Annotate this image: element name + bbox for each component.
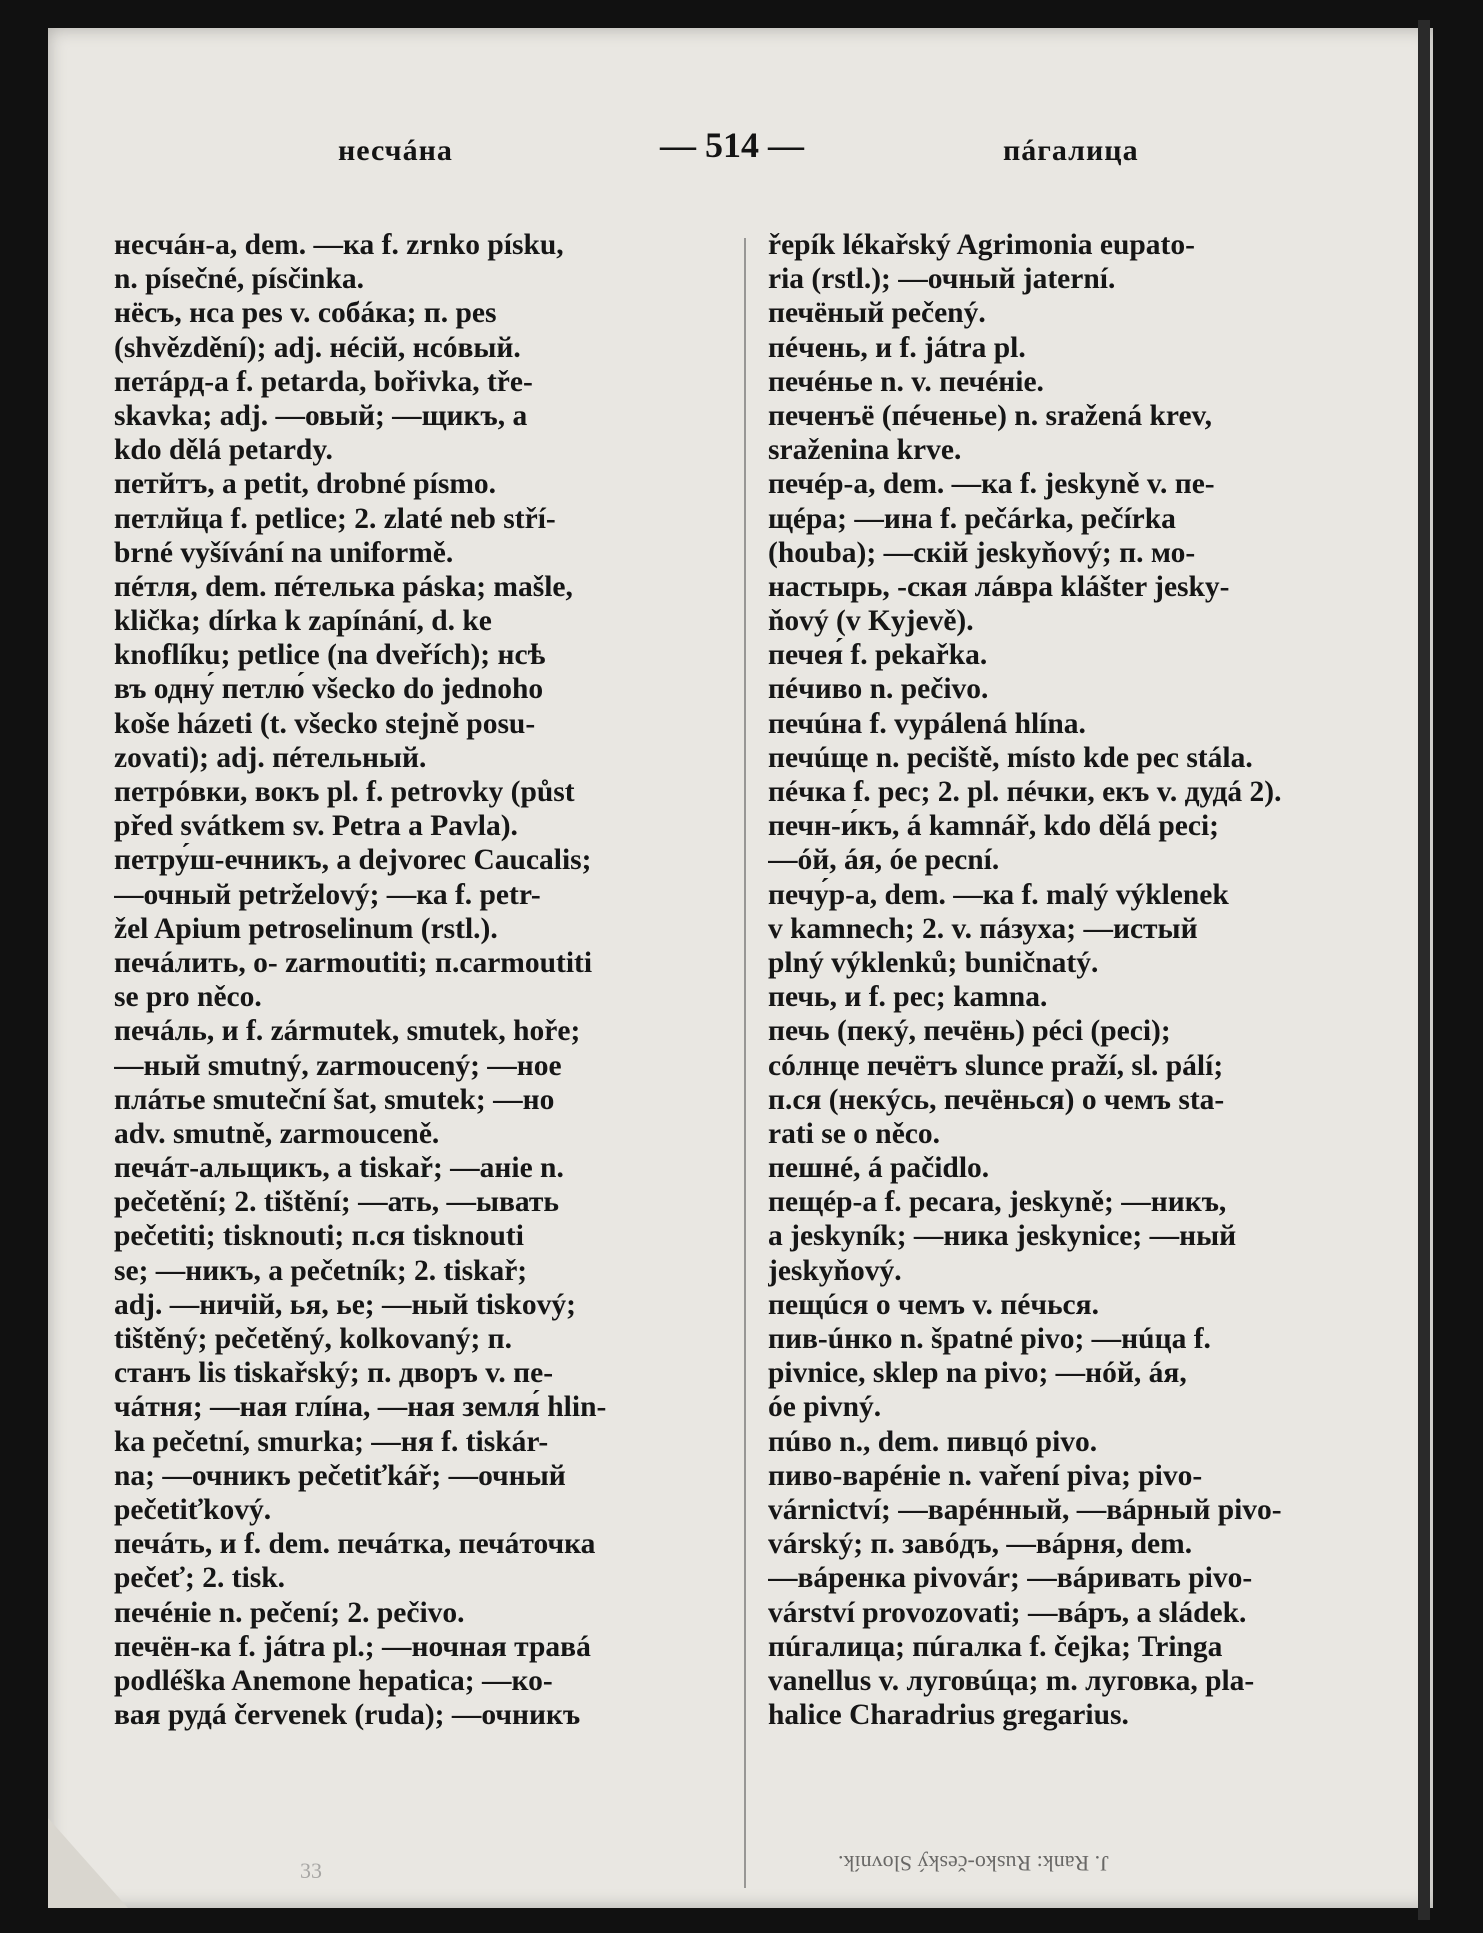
entry-line: pečeť; 2. tisk. — [114, 1562, 286, 1595]
entry-line: jeskyňový. — [768, 1254, 902, 1287]
entry-line: na; —очникъ pečetiťkář; —очный — [114, 1459, 566, 1492]
entry-line: —вáренка pivovár; —вáривать pivo- — [768, 1562, 1253, 1595]
page-header — [48, 124, 1433, 178]
entry-line: plný výklenků; buničnatý. — [768, 946, 1099, 979]
entry-line: печея́ f. pekařka. — [768, 639, 988, 672]
entry-line: пéчка f. pec; 2. pl. пéчки, екъ v. дудá 2). — [768, 776, 1282, 808]
entry-line: печáть, и f. dem. печáтка, печáточка — [114, 1528, 596, 1561]
entry-line: adj. —ничій, ья, ье; —ный tiskový; — [114, 1288, 576, 1321]
entry-line: печéнье n. v. печéніе. — [768, 365, 1044, 398]
next-page-edge — [1418, 20, 1430, 1920]
right-column — [768, 228, 1373, 1732]
entry-line: halice Charadrius gregarius. — [768, 1699, 1129, 1732]
entry-line: печн-и́къ, á kamnář, kdo dělá peci; — [768, 810, 1219, 843]
entry-line: плáтье smuteční šat, smutek; —но — [114, 1083, 555, 1116]
entry-line: печáт-альщикъ, a tiskař; —аніе n. — [114, 1152, 564, 1185]
entry-line: pečetění; 2. tištění; —ать, —ывать — [114, 1186, 559, 1219]
entry-line: zovati); adj. пéтельный. — [114, 741, 427, 774]
entry-line: пúво n., dem. пивцó pivo. — [768, 1425, 1098, 1458]
entry-line: петáрд-а f. petarda, bořivka, tře- — [114, 365, 533, 398]
entry-line: печéніе n. pečení; 2. pečivo. — [114, 1596, 465, 1629]
header-guide-word-right: пáгалица — [1003, 134, 1139, 167]
entry-line: pivnice, sklep na pivo; —нóй, áя, — [768, 1357, 1187, 1390]
entry-line: sraženina krve. — [768, 434, 962, 467]
column-divider — [744, 238, 746, 1888]
entry-line: щéра; —ина f. pečárka, pečírka — [768, 502, 1176, 535]
entry-line: várský; п. завóдъ, —вáрня, dem. — [768, 1528, 1193, 1561]
entry-line: várství provozovati; —вáръ, a sládek. — [768, 1596, 1247, 1629]
page-number: — 514 — — [660, 125, 804, 165]
entry-line: (houba); —скій jeskyňový; п. мо- — [768, 536, 1196, 569]
entry-line: петру́ш-ечникъ, a dejvorec Caucalis; — [114, 844, 592, 877]
dictionary-page — [48, 28, 1433, 1908]
entry-line: óе pivný. — [768, 1391, 882, 1424]
entry-line: пéчень, и f. játra pl. — [768, 331, 1026, 364]
entry-line: pečetiti; tisknouti; п.ся tisknouti — [114, 1220, 524, 1253]
entry-line: пешнé, á pačidlo. — [768, 1152, 990, 1185]
signature-mark: 33 — [300, 1858, 322, 1883]
entry-line: se pro něco. — [114, 981, 262, 1014]
entry-line: печéр-а, dem. —ка f. jeskyně v. пе- — [768, 468, 1215, 501]
entry-line: —очный petrželový; —ка f. petr- — [114, 878, 541, 911]
entry-line: печь (пекý, печёнь) péci (peci); — [768, 1015, 1171, 1048]
header-guide-word-left: несчáна — [338, 134, 453, 167]
entry-line: въ одну́ петлю́ všecko do jednoho — [114, 673, 544, 706]
entry-line: настырь, -ская лáвра klášter jesky- — [768, 570, 1230, 603]
entry-line: skavka; adj. —овый; —щикъ, a — [114, 399, 528, 432]
entry-line: петлйца f. petlice; 2. zlaté neb stří- — [114, 502, 556, 535]
entry-line: станъ lis tiskařský; п. дворъ v. пе- — [114, 1357, 554, 1390]
entry-line: чáтня; —ная глíна, —ная земля́ hlin- — [114, 1391, 607, 1424]
entry-line: ka pečetní, smurka; —ня f. tiskár- — [114, 1425, 549, 1458]
entry-line: žel Apium petroselinum (rstl.). — [114, 912, 498, 945]
left-column — [114, 228, 729, 1732]
entry-line: пиво-варéніе n. vaření piva; pivo- — [768, 1459, 1203, 1492]
entry-line: пив-úнко n. špatné pivo; —нúца f. — [768, 1323, 1211, 1355]
entry-line: петйтъ, a petit, drobné písmo. — [114, 468, 497, 501]
entry-line: před svátkem sv. Petra a Pavla). — [114, 810, 518, 843]
entry-line: ňový (v Kyjevě). — [768, 605, 974, 638]
entry-line: pečetiťkový. — [114, 1493, 272, 1526]
entry-line: вая рудá červenek (ruda); —очникъ — [114, 1699, 581, 1732]
entry-line: несчáн-а, dem. —ка f. zrnko písku, — [114, 229, 564, 261]
entry-line: podléška Anemone hepatica; —ко- — [114, 1664, 553, 1697]
entry-line: пещéр-а f. pecara, jeskyně; —никъ, — [768, 1186, 1227, 1219]
entry-line: печён-ка f. játra pl.; —ночная травá — [114, 1630, 591, 1663]
entry-line: adv. smutně, zarmouceně. — [114, 1117, 440, 1150]
entry-line: печúще n. peciště, místo kde pec stála. — [768, 741, 1253, 774]
entry-line: пúгалица; пúгалка f. čejka; Tringa — [768, 1630, 1223, 1663]
entry-line: п.ся (некýсь, печёнься) о чемъ sta- — [768, 1083, 1225, 1116]
entry-line: пещúся о чемъ v. пéчься. — [768, 1288, 1099, 1321]
folded-corner — [48, 1818, 128, 1908]
entry-line: koše házeti (t. všecko stejně posu- — [114, 707, 536, 740]
entry-line: n. písečné, písčinka. — [114, 263, 364, 296]
entry-line: vanellus v. луговúца; m. луговка, pla- — [768, 1664, 1255, 1697]
entry-line: se; —никъ, a pečetník; 2. tiskař; — [114, 1254, 528, 1287]
entry-line: klička; dírka k zapínání, d. ke — [114, 605, 492, 638]
entry-line: tištěný; pečetěný, kolkovaný; п. — [114, 1323, 513, 1355]
entry-line: печёный pečený. — [768, 297, 986, 330]
entry-line: knoflíku; petlice (na dveřích); нсѣ — [114, 639, 546, 672]
entry-line: v kamnech; 2. v. пáзуха; —истый — [768, 912, 1198, 945]
entry-line: kdo dělá petardy. — [114, 434, 333, 467]
entry-line: печáль, и f. zármutek, smutek, hoře; — [114, 1015, 581, 1048]
entry-line: (shvězdění); adj. нéсій, нсóвый. — [114, 331, 521, 364]
entry-line: печь, и f. pec; kamna. — [768, 981, 1048, 1014]
entry-line: rati se o něco. — [768, 1117, 941, 1150]
entry-line: a jeskyník; —ника jeskynice; —ный — [768, 1220, 1237, 1253]
entry-line: brné vyšívání na uniformě. — [114, 536, 454, 569]
entry-line: várnictví; —варéнный, —вáрный pivo- — [768, 1493, 1282, 1526]
entry-line: петрóвки, вокъ pl. f. petrovky (půst — [114, 776, 575, 808]
entry-line: печенъё (пéченье) n. sražená krev, — [768, 399, 1213, 432]
entry-line: печу́р-а, dem. —ка f. malý výklenek — [768, 878, 1229, 911]
entry-line: нёсъ, нса pes v. собáка; п. pes — [114, 297, 497, 330]
footer-mirrored-text: J. Rank: Rusko-český Slovník. — [838, 1851, 1109, 1876]
entry-line: —óй, áя, óе pecní. — [768, 844, 1000, 877]
entry-line: печúна f. vypálená hlína. — [768, 707, 1086, 740]
entry-line: —ный smutný, zarmoucený; —ное — [114, 1049, 562, 1082]
entry-line: řepík lékařský Agrimonia eupato- — [768, 229, 1195, 261]
entry-line: печáлить, o- zarmoutiti; п.carmoutiti — [114, 946, 593, 979]
entry-line: сóлнце печётъ slunce praží, sl. pálí; — [768, 1049, 1224, 1082]
entry-line: ria (rstl.); —очный jaterní. — [768, 263, 1116, 296]
entry-line: пéчиво n. pečivo. — [768, 673, 989, 706]
entry-line: пéтля, dem. пéтелька páska; mašle, — [114, 570, 573, 603]
